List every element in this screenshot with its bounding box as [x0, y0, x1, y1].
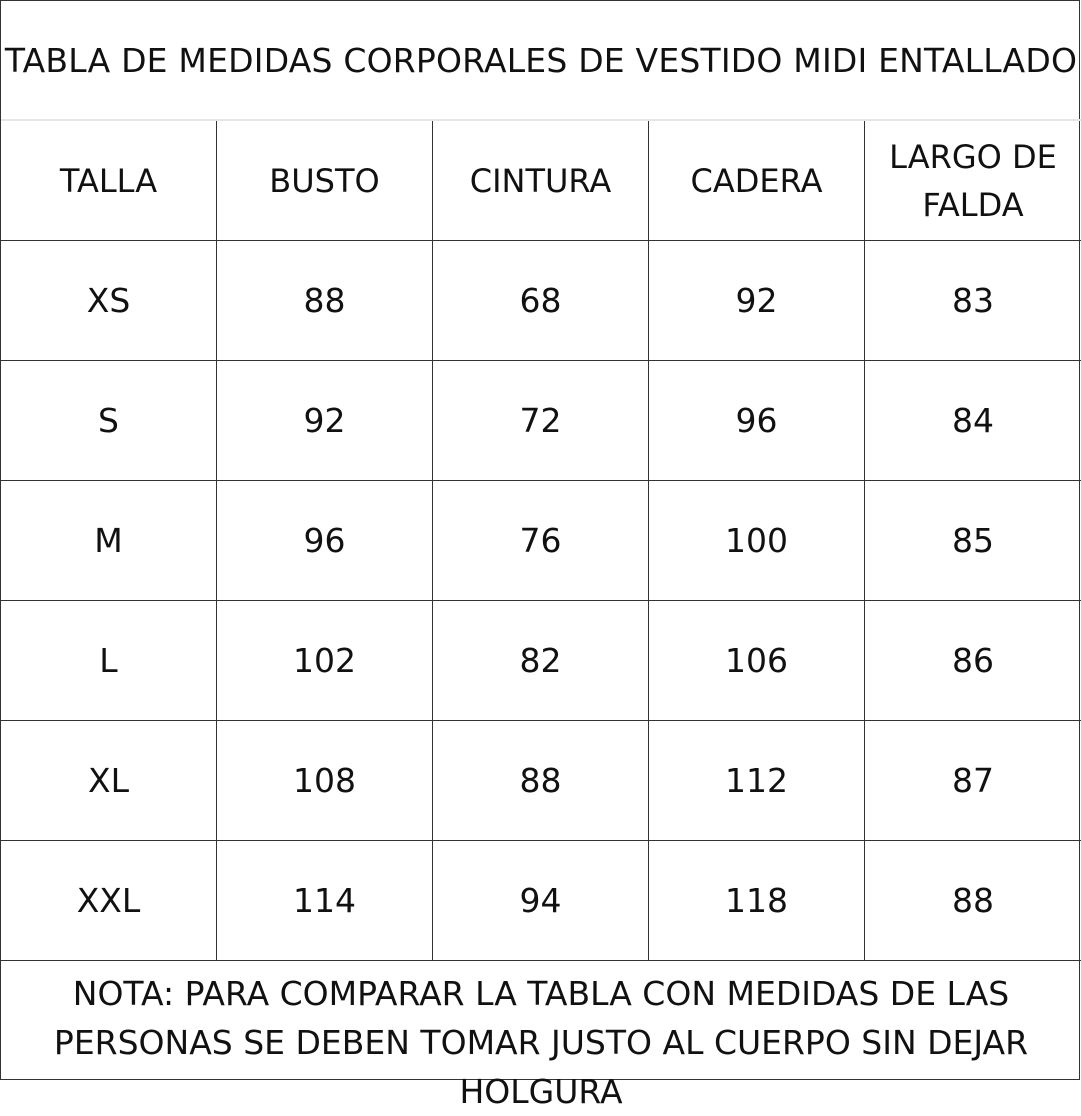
cell-cadera: 100: [649, 481, 865, 601]
cell-largo-de-falda: 85: [865, 481, 1081, 601]
cell-cadera: 106: [649, 601, 865, 721]
cell-cadera: 92: [649, 241, 865, 361]
cell-busto: 96: [217, 481, 433, 601]
cell-largo-de-falda: 87: [865, 721, 1081, 841]
cell-talla: L: [1, 601, 217, 721]
cell-cintura: 72: [433, 361, 649, 481]
cell-cintura: 88: [433, 721, 649, 841]
header-largo-de-falda: LARGO DE FALDA: [865, 121, 1081, 241]
measurement-note: NOTA: PARA COMPARAR LA TABLA CON MEDIDAS DE LAS PERSONAS SE DEBEN TOMAR JUSTO AL CUERPO SIN DEJAR HOLGURA: [53, 974, 1029, 1111]
header-cintura: CINTURA: [433, 121, 649, 241]
header-cadera: CADERA: [649, 121, 865, 241]
cell-cintura: 68: [433, 241, 649, 361]
cell-cadera: 118: [649, 841, 865, 961]
cell-cintura: 94: [433, 841, 649, 961]
cell-cintura: 76: [433, 481, 649, 601]
cell-largo-de-falda: 83: [865, 241, 1081, 361]
cell-talla: XS: [1, 241, 217, 361]
cell-talla: M: [1, 481, 217, 601]
header-busto: BUSTO: [217, 121, 433, 241]
cell-busto: 92: [217, 361, 433, 481]
cell-busto: 88: [217, 241, 433, 361]
cell-cadera: 112: [649, 721, 865, 841]
cell-busto: 102: [217, 601, 433, 721]
cell-talla: S: [1, 361, 217, 481]
cell-cadera: 96: [649, 361, 865, 481]
cell-talla: XL: [1, 721, 217, 841]
cell-largo-de-falda: 84: [865, 361, 1081, 481]
measurements-table: [1, 121, 1081, 961]
chart-title: TABLA DE MEDIDAS CORPORALES DE VESTIDO MIDI ENTALLADO: [1, 1, 1081, 121]
cell-busto: 114: [217, 841, 433, 961]
cell-talla: XXL: [1, 841, 217, 961]
header-talla: TALLA: [1, 121, 217, 241]
cell-largo-de-falda: 86: [865, 601, 1081, 721]
cell-busto: 108: [217, 721, 433, 841]
cell-largo-de-falda: 88: [865, 841, 1081, 961]
cell-cintura: 82: [433, 601, 649, 721]
